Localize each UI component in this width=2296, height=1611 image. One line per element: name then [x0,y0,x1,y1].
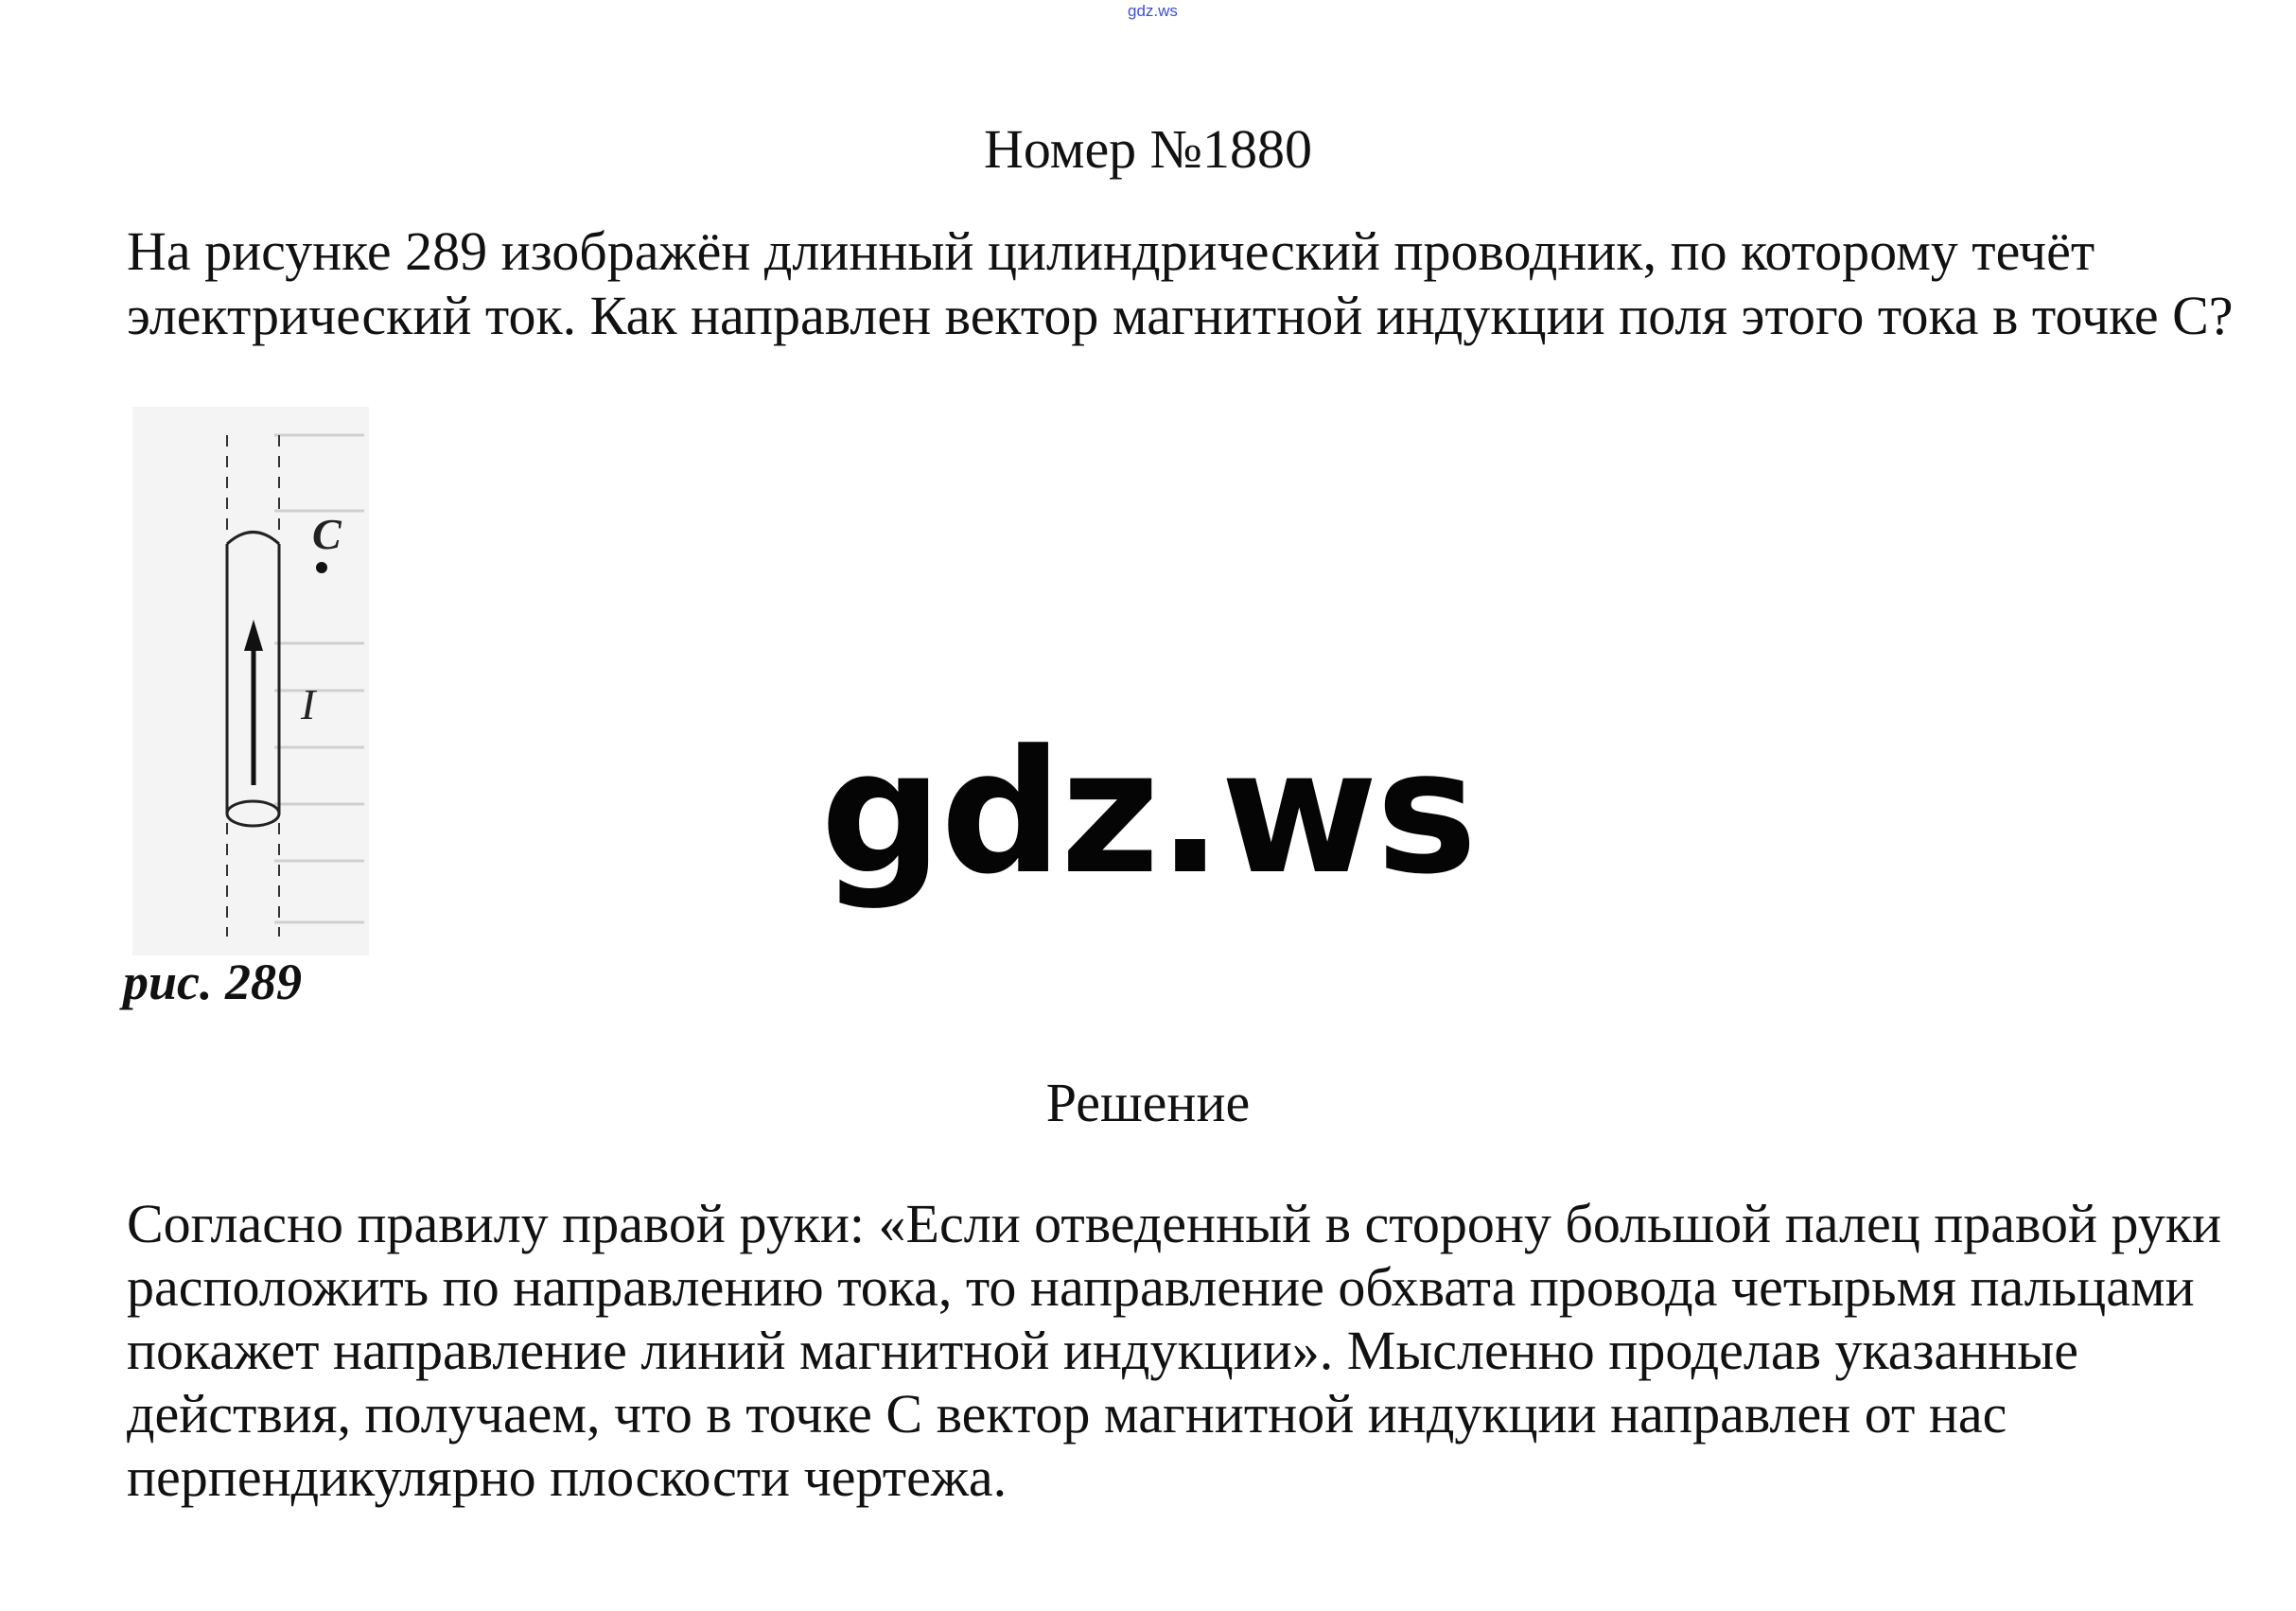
problem-text: На рисунке 289 изображён длинный цилиндрический проводник, по которому течёт электрический ток. Как направлен вектор магнитной индукции поля этого тока в точке С? [127,220,2234,346]
page-title: Номер №1880 [983,118,1313,180]
current-label: I [301,680,316,728]
point-c-dot [316,562,327,573]
figure-caption: рис. 289 [123,954,302,1010]
solution-heading: Решение [1045,1072,1251,1133]
site-mark: gdz.ws [1128,2,1178,20]
solution-text: Согласно правилу правой руки: «Если отведенный в сторону большой палец правой руки расположить по направлению тока, то направление обхвата провода четырьмя пальцами покажет направление линий магнитной индукции». Мысленно проделав указанные действия, получаем, что в точке С вектор магнитной индукции направлен от нас перпендикулярно плоскости чертежа. [127,1193,2221,1508]
watermark-logo: gdz.ws [820,714,1476,912]
point-c-label: C [312,510,342,558]
